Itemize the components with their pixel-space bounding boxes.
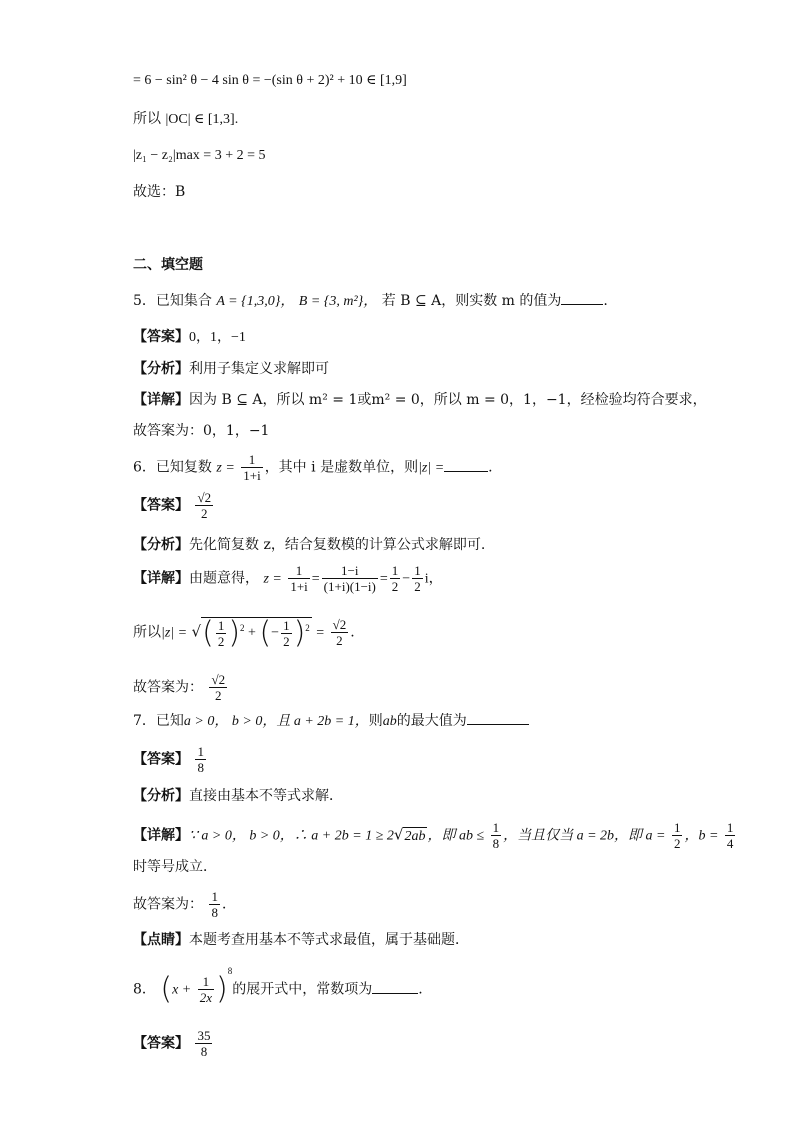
conclusion-text: 故选：B	[133, 184, 186, 200]
fraction	[491, 820, 502, 851]
sqrt-sign: √	[191, 622, 202, 641]
numerator: 1−i	[322, 563, 378, 579]
answer-blank	[444, 459, 488, 472]
fraction	[241, 452, 262, 483]
section-title: 二、填空题	[133, 257, 203, 273]
question-number: 5．	[133, 293, 156, 309]
condition: a > 0， b > 0，且 a + 2b = 1，	[183, 714, 369, 729]
detail-text: 因为 B ⊆ A，所以 m² = 1或m² = 0，所以 m = 0，1，−1，经检验均符合要求，	[189, 392, 707, 408]
numerator: 1	[217, 618, 225, 633]
fraction	[288, 563, 309, 594]
numerator: 1	[414, 563, 421, 578]
question-text: 的展开式中，常数项为	[232, 981, 373, 998]
paren: )	[228, 615, 241, 651]
period: .	[488, 459, 493, 476]
period: .	[418, 981, 423, 998]
detail-tag: 【详解】	[133, 570, 189, 587]
analysis-tag: 【分析】	[133, 537, 189, 553]
paren: (	[259, 615, 272, 651]
answer-blank	[372, 981, 418, 994]
numerator: √2	[211, 672, 226, 687]
fraction	[322, 563, 378, 594]
sqrt-sign: √	[393, 825, 404, 844]
answer-blank	[561, 292, 603, 305]
math-expression: ，当且仅当 a = 2b，即 a =	[503, 828, 666, 844]
analysis-tag: 【分析】	[133, 361, 189, 377]
fraction	[331, 617, 349, 648]
question-text: ，其中 i 是虚数单位，则	[264, 459, 419, 476]
detail-row	[133, 820, 737, 851]
denominator: (1+i)(1−i)	[323, 579, 376, 594]
question-number: 6．	[133, 459, 156, 476]
numerator: 1	[197, 744, 204, 759]
sqrt-radicand	[201, 617, 312, 649]
numerator: √2	[332, 617, 347, 633]
paren: (	[202, 615, 214, 651]
denominator: 1+i	[290, 579, 308, 594]
numerator: 1	[198, 974, 214, 990]
answer-row	[133, 744, 208, 775]
final-answer-text: 故答案为：0，1，−1	[133, 423, 270, 439]
set-b: B = {3, m²}，	[298, 294, 378, 309]
text: 所以	[133, 111, 161, 127]
modulus-row	[133, 617, 355, 649]
detail-continuation	[133, 858, 217, 876]
solution-line-1	[133, 71, 407, 90]
solution-line-2	[133, 110, 238, 129]
paren: )	[216, 971, 228, 1007]
math-expression: ，b =	[684, 828, 719, 844]
answer-value: 0，1，−1	[189, 330, 246, 345]
numerator: 35	[197, 1028, 211, 1043]
comment-tag: 【点睛】	[133, 932, 189, 948]
fraction	[725, 820, 736, 851]
fraction	[198, 974, 214, 1005]
variable: ab	[382, 714, 397, 729]
question-7	[133, 712, 529, 731]
comment-text: 本题考查用基本不等式求最值，属于基础题．	[189, 932, 469, 948]
question-8	[133, 965, 423, 1007]
numerator: 1	[241, 452, 262, 468]
minus-sign: −	[402, 571, 411, 587]
plus-sign: +	[248, 625, 256, 641]
analysis-text: 利用子集定义求解即可	[189, 361, 329, 377]
sqrt-radicand: 2ab	[404, 828, 426, 844]
period: .	[603, 293, 608, 309]
numerator: 1	[283, 618, 290, 633]
fraction	[390, 563, 401, 594]
denominator: 8	[211, 905, 218, 920]
fraction	[281, 618, 292, 649]
final-answer	[133, 422, 269, 440]
analysis-row	[133, 536, 485, 554]
fraction	[672, 820, 683, 851]
exponent: 2	[240, 623, 245, 634]
math-expression: |z| =	[161, 625, 188, 641]
final-answer-text: 故答案为：	[133, 679, 203, 696]
answer-blank	[467, 712, 529, 725]
equals-sign: =	[316, 625, 325, 641]
denominator: 2	[336, 633, 343, 649]
denominator: 2	[201, 506, 208, 521]
comment-row	[133, 931, 469, 949]
numerator: √2	[197, 490, 212, 505]
denominator: 2	[283, 634, 290, 649]
final-answer	[133, 889, 236, 920]
denominator: 2	[391, 579, 399, 594]
math-expression: ，即 ab ≤	[427, 828, 485, 844]
fraction	[412, 563, 423, 594]
math-expression: ∵ a > 0， b > 0，∴ a + 2b = 1 ≥ 2	[189, 828, 394, 844]
fraction	[209, 889, 220, 920]
numerator: 1	[726, 820, 734, 835]
paren: (	[160, 971, 173, 1007]
answer-row	[133, 328, 246, 347]
analysis-row	[133, 787, 343, 805]
solution-conclusion	[133, 183, 185, 201]
question-5	[133, 292, 608, 311]
answer-tag: 【答案】	[133, 497, 189, 514]
math-expression: |OC| ∈ [1,3].	[165, 112, 239, 127]
detail-row	[133, 563, 443, 594]
final-answer-text: 故答案为：	[133, 896, 203, 913]
analysis-text: 直接由基本不等式求解．	[189, 788, 343, 804]
math-expression: = 6 − sin² θ − 4 sin θ = −(sin θ + 2)² + 10 ∈ [1,9]	[133, 73, 407, 88]
period: ．	[221, 896, 236, 913]
final-answer	[133, 672, 229, 703]
analysis-row	[133, 360, 329, 378]
equals-sign: =	[311, 571, 320, 587]
text: 所以	[133, 624, 161, 641]
analysis-text: 先化简复数 z，结合复数模的计算公式求解即可.	[189, 537, 486, 553]
numerator: 1	[492, 820, 500, 835]
answer-tag: 【答案】	[133, 329, 189, 345]
period: .	[350, 624, 355, 641]
question-text: 已知	[155, 713, 184, 729]
detail-row	[133, 391, 707, 409]
math-expression: z =	[216, 460, 235, 476]
math-expression: z =	[263, 571, 282, 587]
question-text: 若 B ⊆ A，则实数 m 的值为	[381, 293, 562, 309]
set-a: A = {1,3,0}，	[216, 294, 295, 309]
minus-sign: −	[271, 625, 280, 641]
denominator: 2	[215, 688, 222, 703]
math-expression: |z₁ − z₂|max = 3 + 2 = 5	[133, 148, 266, 163]
denominator: 1+i	[243, 468, 261, 483]
numerator: 1	[673, 820, 681, 835]
math-expression: x +	[172, 982, 192, 998]
detail-tag: 【详解】	[133, 392, 189, 408]
fraction	[195, 490, 213, 521]
answer-row	[133, 1028, 214, 1059]
math-expression: |z| =	[418, 460, 445, 476]
denominator: 8	[197, 760, 204, 775]
denominator: 4	[726, 836, 734, 851]
math-expression: i，	[424, 571, 443, 587]
question-text: 已知复数	[155, 459, 212, 476]
exponent: 2	[305, 623, 310, 634]
analysis-tag: 【分析】	[133, 788, 189, 804]
detail-text: 时等号成立．	[133, 859, 217, 875]
question-text: 已知集合	[155, 293, 212, 309]
numerator: 1	[288, 563, 309, 579]
answer-tag: 【答案】	[133, 1035, 189, 1052]
fraction	[209, 672, 227, 703]
denominator: 2x	[199, 990, 212, 1005]
numerator: 1	[391, 563, 399, 578]
detail-text: 由题意得，	[189, 570, 259, 587]
question-text: 的最大值为	[396, 713, 467, 729]
fraction	[195, 744, 206, 775]
equals-sign: =	[379, 571, 388, 587]
exponent: 8	[227, 965, 233, 976]
denominator: 2	[217, 634, 225, 649]
denominator: 8	[492, 836, 500, 851]
answer-tag: 【答案】	[133, 751, 189, 768]
detail-tag: 【详解】	[133, 827, 189, 844]
denominator: 2	[414, 579, 421, 594]
solution-line-3	[133, 146, 265, 165]
answer-row	[133, 490, 215, 521]
fraction	[216, 618, 227, 649]
numerator: 1	[211, 889, 218, 904]
denominator: 8	[200, 1044, 208, 1059]
paren: )	[293, 615, 306, 651]
question-6	[133, 452, 493, 483]
question-number: 7．	[133, 713, 156, 729]
question-number: 8．	[133, 981, 156, 998]
fraction	[195, 1028, 212, 1059]
question-text: 则	[368, 713, 383, 729]
denominator: 2	[673, 836, 681, 851]
